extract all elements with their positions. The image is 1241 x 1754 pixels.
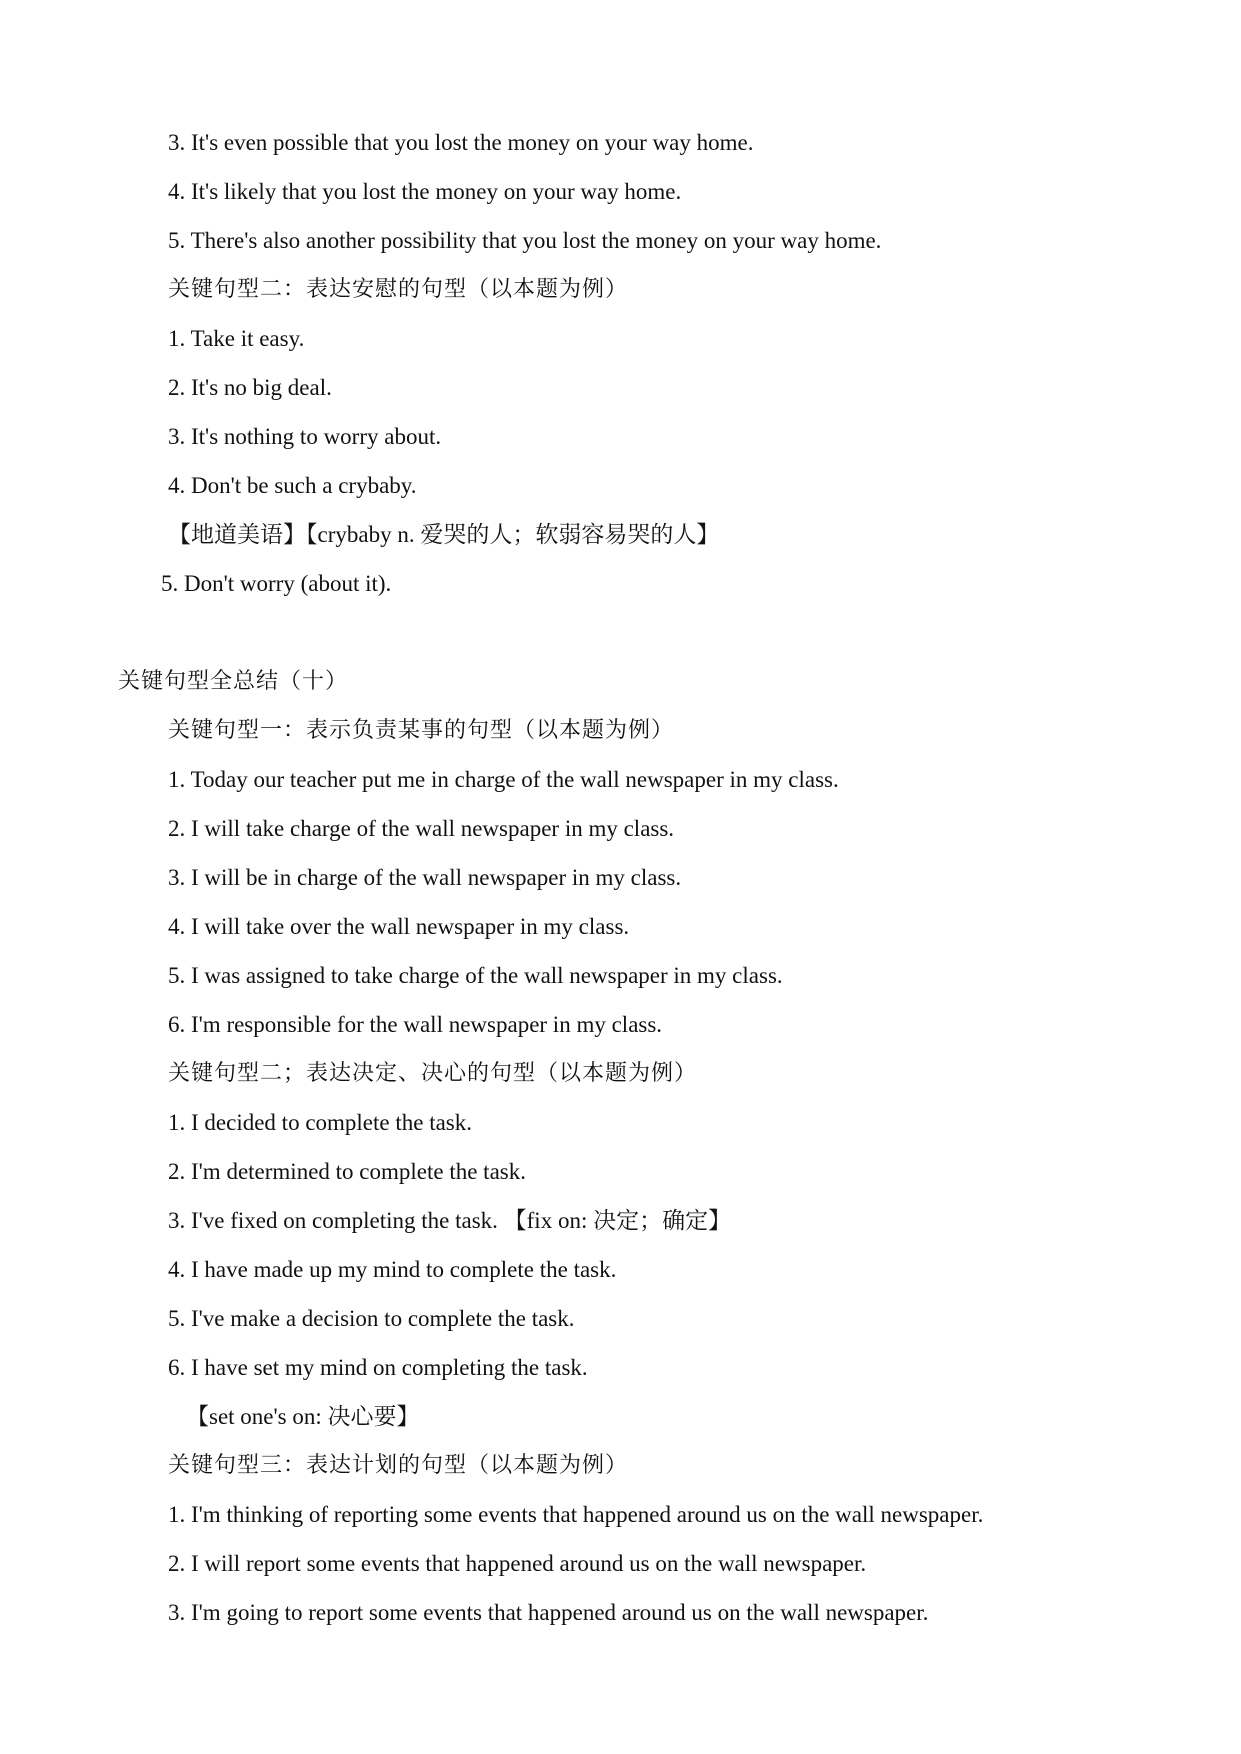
summary-title: 关键句型全总结（十）	[118, 669, 349, 694]
note-line: 【set one's on: 决心要】	[186, 1404, 420, 1429]
text-line: 4. I have made up my mind to complete the task.	[168, 1257, 617, 1282]
text-line: 3. I will be in charge of the wall newspaper in my class.	[168, 865, 682, 890]
text-line: 3. It's even possible that you lost the money on your way home.	[168, 130, 754, 155]
text-line: 1. Take it easy.	[168, 326, 305, 351]
text-line: 6. I have set my mind on completing the task.	[168, 1355, 588, 1380]
text-line: 5. I've make a decision to complete the task.	[168, 1306, 575, 1331]
text-line: 1. I'm thinking of reporting some events that happened around us on the wall newspaper.	[168, 1502, 984, 1527]
text-line: 3. It's nothing to worry about.	[168, 424, 442, 449]
section-heading: 关键句型三：表达计划的句型（以本题为例）	[168, 1453, 629, 1478]
section-heading: 关键句型一：表示负责某事的句型（以本题为例）	[168, 718, 675, 743]
text-line: 5. Don't worry (about it).	[161, 571, 392, 596]
text-line: 5. There's also another possibility that you lost the money on your way home.	[168, 228, 882, 253]
text-line: 1. I decided to complete the task.	[168, 1110, 473, 1135]
text-line: 1. Today our teacher put me in charge of the wall newspaper in my class.	[168, 767, 839, 792]
text-line: 3. I'm going to report some events that happened around us on the wall newspaper.	[168, 1600, 929, 1625]
text-line: 4. Don't be such a crybaby.	[168, 473, 417, 498]
section-heading: 关键句型二；表达决定、决心的句型（以本题为例）	[168, 1061, 698, 1086]
section-heading: 关键句型二：表达安慰的句型（以本题为例）	[168, 277, 629, 302]
note-line: 【地道美语】【crybaby n. 爱哭的人；软弱容易哭的人】	[168, 522, 720, 547]
text-line: 4. I will take over the wall newspaper in my class.	[168, 914, 630, 939]
text-line: 5. I was assigned to take charge of the wall newspaper in my class.	[168, 963, 783, 988]
text-line: 2. I will take charge of the wall newspaper in my class.	[168, 816, 675, 841]
text-line: 2. I will report some events that happened around us on the wall newspaper.	[168, 1551, 867, 1576]
text-line: 6. I'm responsible for the wall newspaper in my class.	[168, 1012, 663, 1037]
text-line: 2. I'm determined to complete the task.	[168, 1159, 526, 1184]
text-line: 4. It's likely that you lost the money on your way home.	[168, 179, 682, 204]
text-line: 2. It's no big deal.	[168, 375, 332, 400]
text-line: 3. I've fixed on completing the task. 【fix on: 决定；确定】	[168, 1208, 732, 1233]
